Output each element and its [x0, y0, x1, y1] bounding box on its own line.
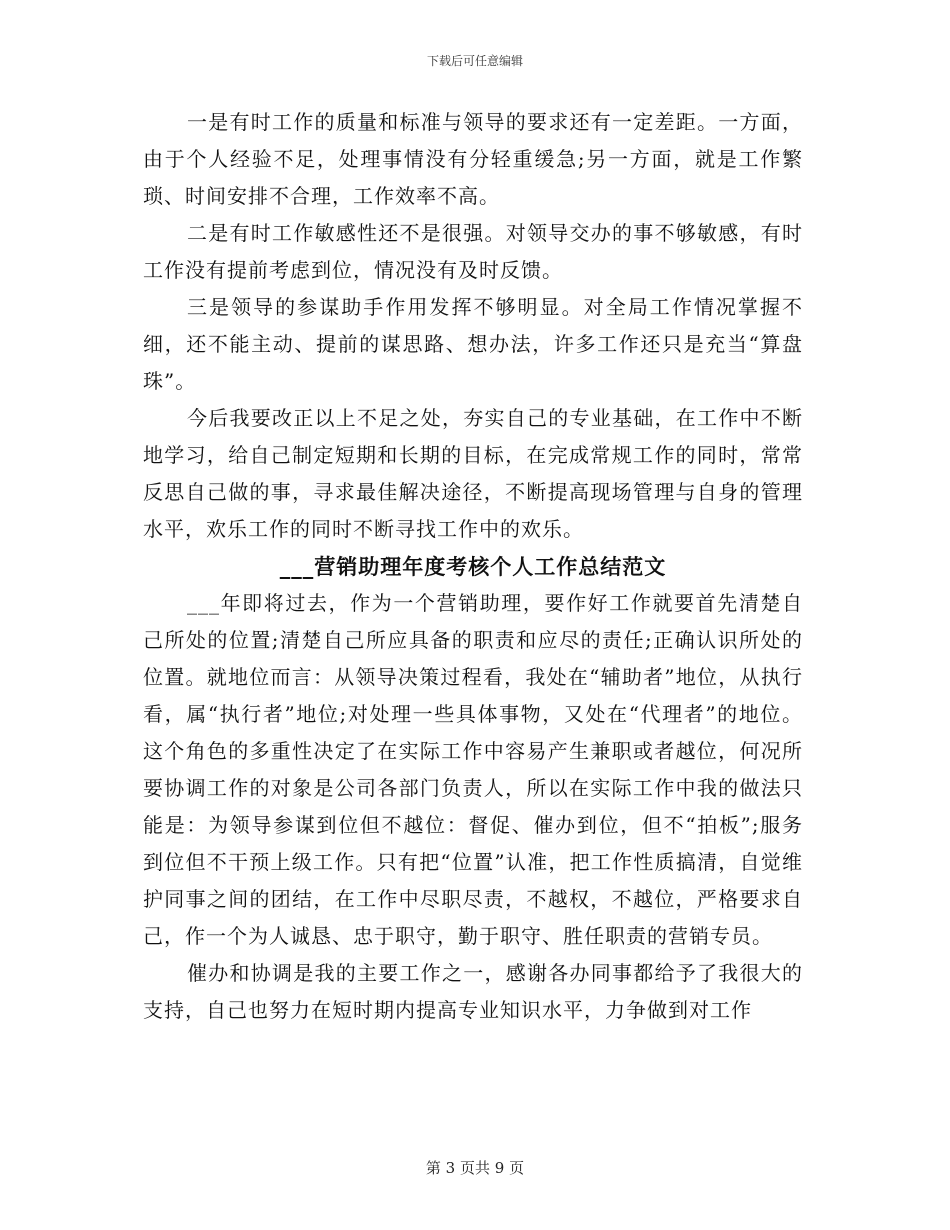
paragraph-deficiency-three: 三是领导的参谋助手作用发挥不够明显。对全局工作情况掌握不细，还不能主动、提前的谋思路、想办法，许多工作还只是充当“算盘珠”。 [143, 295, 803, 393]
page-header-note: 下载后可任意编辑 [426, 54, 523, 68]
paragraph-deficiency-two: 二是有时工作敏感性还不是很强。对领导交办的事不够敏感，有时工作没有提前考虑到位，情况没有及时反馈。 [143, 221, 803, 282]
paragraph-role-position: ___年即将过去，作为一个营销助理，要作好工作就要首先清楚自己所处的位置;清楚自己所应具备的职责和应尽的责任;正确认识所处的位置。就地位而言：从领导决策过程看，我处在“辅助者”地位，从执行看，属“执行者”地位;对处理一些具体事物，又处在“代理者”的地位。这个角色的多重性决定了在实际工作中容易产生兼职或者越位，何况所要协调工作的对象是公司各部门负责人，所以在实际工作中我的做法只能是：为领导参谋到位但不越位：督促、催办到位，但不“拍板”;服务到位但不干预上级工作。只有把“位置”认准，把工作性质搞清，自觉维护同事之间的团结，在工作中尽职尽责，不越权，不越位，严格要求自己，作一个为人诚恳、忠于职守，勤于职守、胜任职责的营销专员。 [143, 591, 803, 948]
document-body [143, 104, 803, 1029]
paragraph-improvement-plan: 今后我要改正以上不足之处，夯实自己的专业基础，在工作中不断地学习，给自己制定短期和长期的目标，在完成常规工作的同时，常常反思自己做的事，寻求最佳解决途径，不断提高现场管理与自身的管理水平，欢乐工作的同时不断寻找工作中的欢乐。 [143, 406, 803, 541]
section-title: ___营销助理年度考核个人工作总结范文 [279, 554, 667, 579]
paragraph-deficiency-one: 一是有时工作的质量和标准与领导的要求还有一定差距。一方面，由于个人经验不足，处理事情没有分轻重缓急;另一方面，就是工作繁琐、时间安排不合理，工作效率不高。 [143, 110, 803, 208]
page-number: 第 3 页共 9 页 [425, 1159, 525, 1177]
paragraph-coordination: 催办和协调是我的主要工作之一，感谢各办同事都给予了我很大的支持，自己也努力在短时期内提高专业知识水平，力争做到对工作 [143, 961, 803, 1022]
